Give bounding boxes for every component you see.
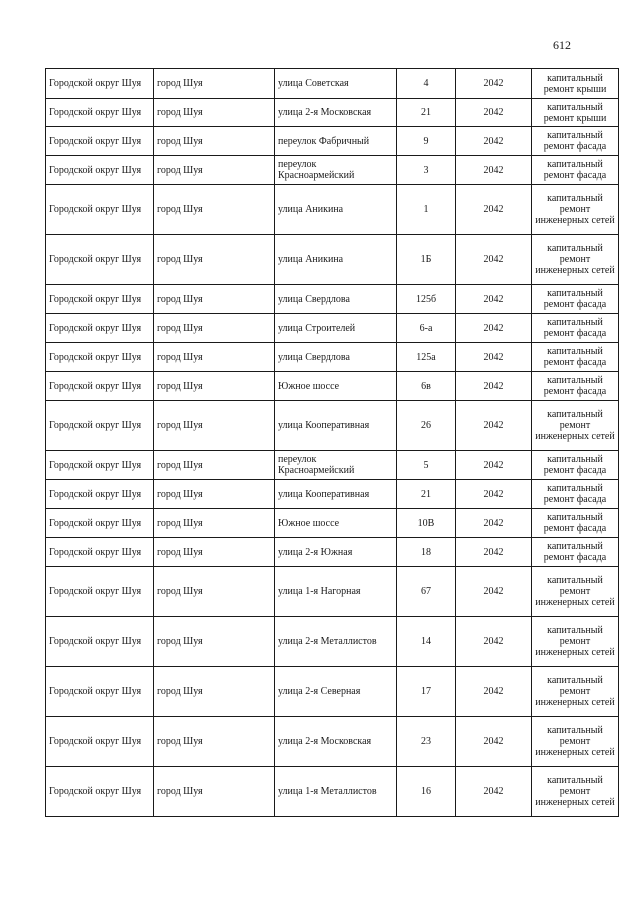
district-cell: Городской округ Шуя: [46, 285, 154, 314]
table-row: [46, 372, 619, 401]
city-cell: город Шуя: [154, 567, 275, 617]
table-row: [46, 343, 619, 372]
work-type-cell: капитальный ремонт фасада: [532, 285, 619, 314]
house-number-cell: 23: [397, 717, 456, 767]
street-cell: улица 1-я Нагорная: [275, 567, 397, 617]
table-row: [46, 285, 619, 314]
work-type-cell: капитальный ремонт инженерных сетей: [532, 185, 619, 235]
year-cell: 2042: [456, 127, 532, 156]
work-type-cell: капитальный ремонт фасада: [532, 127, 619, 156]
city-cell: город Шуя: [154, 314, 275, 343]
district-cell: Городской округ Шуя: [46, 235, 154, 285]
table-row: [46, 667, 619, 717]
table-row: [46, 509, 619, 538]
repair-schedule-table: [45, 68, 619, 817]
house-number-cell: 21: [397, 480, 456, 509]
year-cell: 2042: [456, 285, 532, 314]
city-cell: город Шуя: [154, 235, 275, 285]
street-cell: улица Советская: [275, 69, 397, 99]
city-cell: город Шуя: [154, 285, 275, 314]
district-cell: Городской округ Шуя: [46, 314, 154, 343]
year-cell: 2042: [456, 314, 532, 343]
city-cell: город Шуя: [154, 617, 275, 667]
house-number-cell: 16: [397, 767, 456, 817]
year-cell: 2042: [456, 451, 532, 480]
year-cell: 2042: [456, 235, 532, 285]
district-cell: Городской округ Шуя: [46, 372, 154, 401]
work-type-cell: капитальный ремонт инженерных сетей: [532, 667, 619, 717]
street-cell: улица 2-я Северная: [275, 667, 397, 717]
house-number-cell: 5: [397, 451, 456, 480]
table-row: [46, 567, 619, 617]
work-type-cell: капитальный ремонт фасада: [532, 538, 619, 567]
house-number-cell: 21: [397, 99, 456, 127]
city-cell: город Шуя: [154, 401, 275, 451]
year-cell: 2042: [456, 401, 532, 451]
district-cell: Городской округ Шуя: [46, 767, 154, 817]
work-type-cell: капитальный ремонт крыши: [532, 69, 619, 99]
table-row: [46, 69, 619, 99]
street-cell: улица Свердлова: [275, 285, 397, 314]
street-cell: Южное шоссе: [275, 372, 397, 401]
house-number-cell: 18: [397, 538, 456, 567]
page-number: 612: [553, 38, 571, 52]
street-cell: переулок Фабричный: [275, 127, 397, 156]
house-number-cell: 67: [397, 567, 456, 617]
district-cell: Городской округ Шуя: [46, 156, 154, 185]
district-cell: Городской округ Шуя: [46, 401, 154, 451]
street-cell: улица Кооперативная: [275, 480, 397, 509]
table-row: [46, 156, 619, 185]
district-cell: Городской округ Шуя: [46, 667, 154, 717]
city-cell: город Шуя: [154, 69, 275, 99]
work-type-cell: капитальный ремонт фасада: [532, 156, 619, 185]
district-cell: Городской округ Шуя: [46, 127, 154, 156]
district-cell: Городской округ Шуя: [46, 451, 154, 480]
street-cell: улица 2-я Металлистов: [275, 617, 397, 667]
work-type-cell: капитальный ремонт инженерных сетей: [532, 617, 619, 667]
year-cell: 2042: [456, 567, 532, 617]
city-cell: город Шуя: [154, 509, 275, 538]
district-cell: Городской округ Шуя: [46, 567, 154, 617]
work-type-cell: капитальный ремонт фасада: [532, 314, 619, 343]
city-cell: город Шуя: [154, 717, 275, 767]
street-cell: переулок Красноармейский: [275, 451, 397, 480]
house-number-cell: 6-а: [397, 314, 456, 343]
work-type-cell: капитальный ремонт инженерных сетей: [532, 767, 619, 817]
house-number-cell: 10В: [397, 509, 456, 538]
work-type-cell: капитальный ремонт фасада: [532, 343, 619, 372]
house-number-cell: 9: [397, 127, 456, 156]
city-cell: город Шуя: [154, 99, 275, 127]
year-cell: 2042: [456, 372, 532, 401]
work-type-cell: капитальный ремонт крыши: [532, 99, 619, 127]
city-cell: город Шуя: [154, 451, 275, 480]
street-cell: улица 2-я Московская: [275, 717, 397, 767]
street-cell: улица Аникина: [275, 235, 397, 285]
city-cell: город Шуя: [154, 156, 275, 185]
house-number-cell: 26: [397, 401, 456, 451]
year-cell: 2042: [456, 69, 532, 99]
street-cell: улица Кооперативная: [275, 401, 397, 451]
city-cell: город Шуя: [154, 667, 275, 717]
city-cell: город Шуя: [154, 372, 275, 401]
district-cell: Городской округ Шуя: [46, 343, 154, 372]
year-cell: 2042: [456, 99, 532, 127]
work-type-cell: капитальный ремонт инженерных сетей: [532, 717, 619, 767]
work-type-cell: капитальный ремонт фасада: [532, 372, 619, 401]
house-number-cell: 1Б: [397, 235, 456, 285]
work-type-cell: капитальный ремонт инженерных сетей: [532, 235, 619, 285]
year-cell: 2042: [456, 185, 532, 235]
house-number-cell: 4: [397, 69, 456, 99]
table-row: [46, 235, 619, 285]
city-cell: город Шуя: [154, 538, 275, 567]
work-type-cell: капитальный ремонт инженерных сетей: [532, 401, 619, 451]
table-row: [46, 127, 619, 156]
table-row: [46, 185, 619, 235]
year-cell: 2042: [456, 343, 532, 372]
house-number-cell: 14: [397, 617, 456, 667]
work-type-cell: капитальный ремонт фасада: [532, 509, 619, 538]
city-cell: город Шуя: [154, 480, 275, 509]
district-cell: Городской округ Шуя: [46, 538, 154, 567]
district-cell: Городской округ Шуя: [46, 717, 154, 767]
year-cell: 2042: [456, 767, 532, 817]
district-cell: Городской округ Шуя: [46, 480, 154, 509]
table-row: [46, 401, 619, 451]
street-cell: улица Строителей: [275, 314, 397, 343]
year-cell: 2042: [456, 538, 532, 567]
street-cell: улица Свердлова: [275, 343, 397, 372]
work-type-cell: капитальный ремонт инженерных сетей: [532, 567, 619, 617]
house-number-cell: 17: [397, 667, 456, 717]
year-cell: 2042: [456, 509, 532, 538]
work-type-cell: капитальный ремонт фасада: [532, 451, 619, 480]
street-cell: переулок Красноармейский: [275, 156, 397, 185]
city-cell: город Шуя: [154, 127, 275, 156]
work-type-cell: капитальный ремонт фасада: [532, 480, 619, 509]
house-number-cell: 125б: [397, 285, 456, 314]
table-row: [46, 480, 619, 509]
table-row: [46, 451, 619, 480]
house-number-cell: 1: [397, 185, 456, 235]
city-cell: город Шуя: [154, 767, 275, 817]
district-cell: Городской округ Шуя: [46, 617, 154, 667]
table-row: [46, 538, 619, 567]
house-number-cell: 3: [397, 156, 456, 185]
district-cell: Городской округ Шуя: [46, 99, 154, 127]
table-row: [46, 767, 619, 817]
table-row: [46, 99, 619, 127]
table-body: [46, 69, 619, 817]
district-cell: Городской округ Шуя: [46, 509, 154, 538]
street-cell: улица 2-я Южная: [275, 538, 397, 567]
house-number-cell: 125а: [397, 343, 456, 372]
city-cell: город Шуя: [154, 343, 275, 372]
table-row: [46, 314, 619, 343]
street-cell: Южное шоссе: [275, 509, 397, 538]
district-cell: Городской округ Шуя: [46, 185, 154, 235]
year-cell: 2042: [456, 480, 532, 509]
table-row: [46, 617, 619, 667]
street-cell: улица 1-я Металлистов: [275, 767, 397, 817]
table-row: [46, 717, 619, 767]
year-cell: 2042: [456, 717, 532, 767]
city-cell: город Шуя: [154, 185, 275, 235]
year-cell: 2042: [456, 617, 532, 667]
year-cell: 2042: [456, 156, 532, 185]
district-cell: Городской округ Шуя: [46, 69, 154, 99]
year-cell: 2042: [456, 667, 532, 717]
house-number-cell: 6в: [397, 372, 456, 401]
street-cell: улица Аникина: [275, 185, 397, 235]
street-cell: улица 2-я Московская: [275, 99, 397, 127]
